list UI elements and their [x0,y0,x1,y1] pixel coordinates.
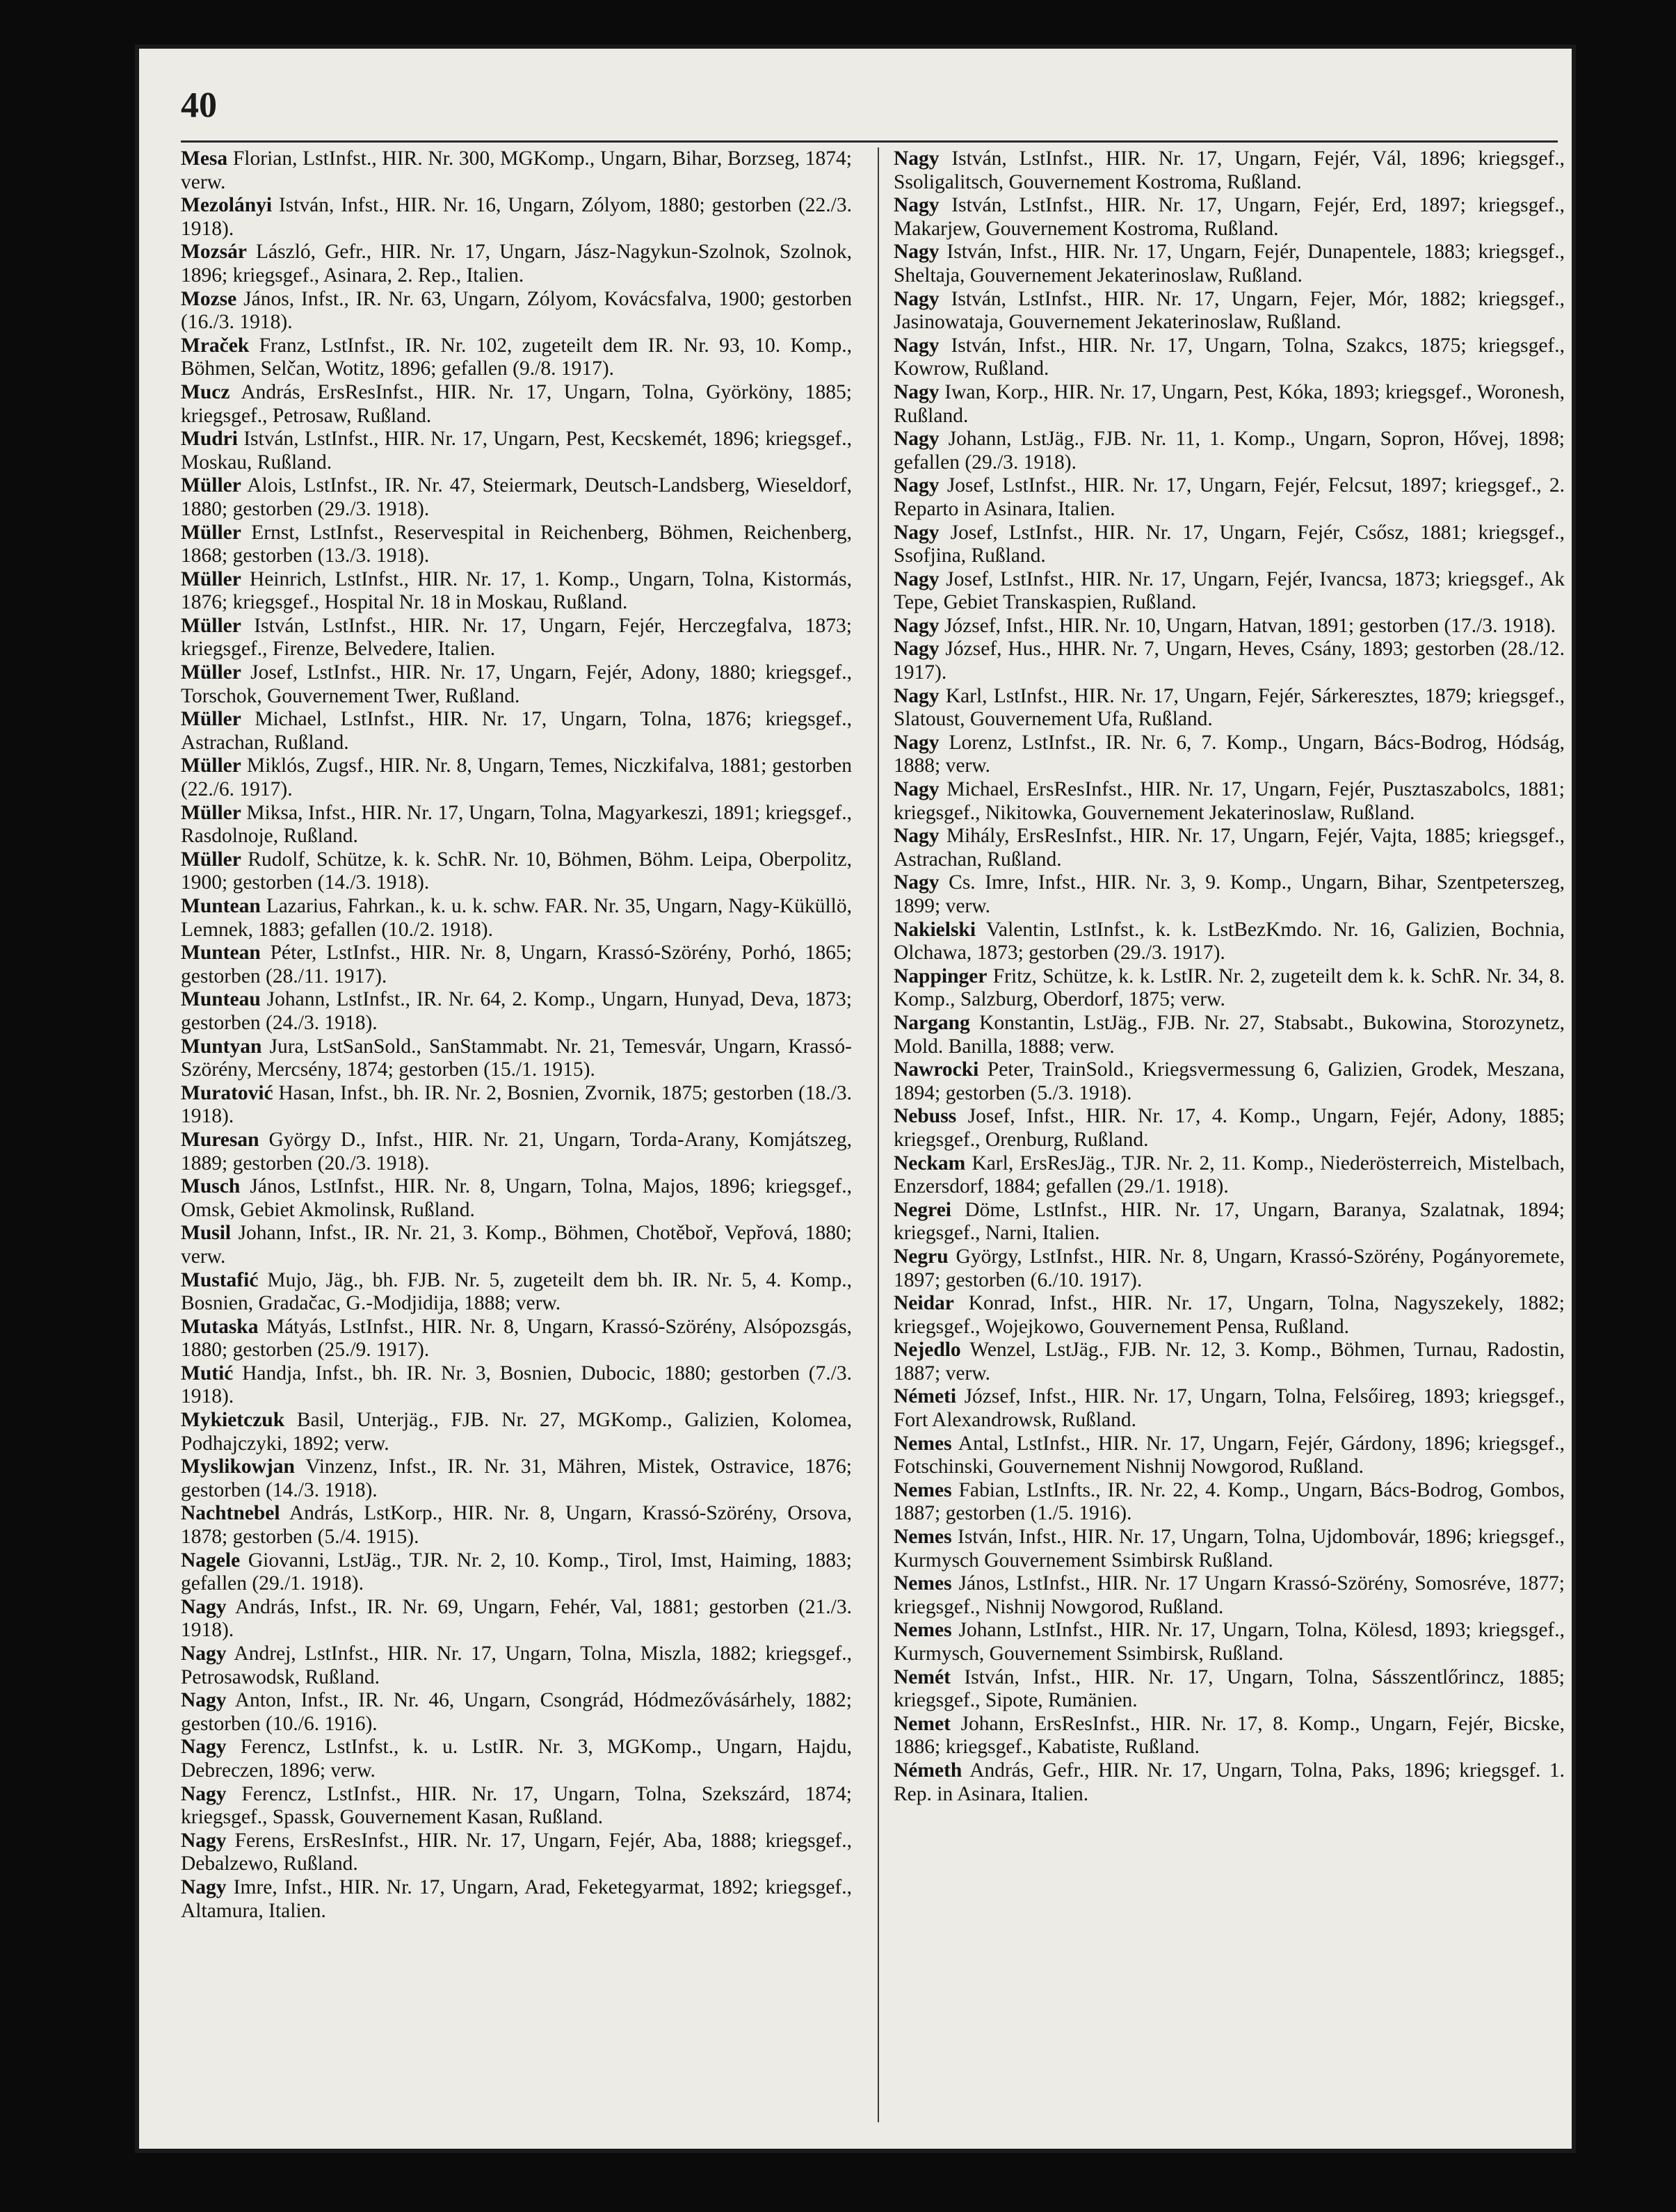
entry-surname: Nagele [181,1549,241,1572]
entry-details: Miksa, Infst., HIR. Nr. 17, Ungarn, Tolna, Magyarkeszi, 1891; kriegsgef., Rasdolnoje, Rußland. [181,801,852,848]
entry-details: Ferencz, LstInfst., k. u. LstIR. Nr. 3, MGKomp., Ungarn, Hajdu, Debreczen, 1896; verw. [181,1736,852,1782]
entry-surname: Nagy [894,521,940,544]
list-entry [894,1058,1565,1105]
entry-surname: Nagy [894,194,940,217]
entry-details: Fabian, LstInfts., IR. Nr. 22, 4. Komp., Ungarn, Bács-Bodrog, Gombos, 1887; gestorben (1./5. 1916). [894,1478,1565,1525]
entry-surname: Nagy [894,147,940,170]
entry-details: István, LstInfst., HIR. Nr. 17, Ungarn, Fejér, Vál, 1896; kriegsgef., Ssoligalitsch, Gouvernement Kostroma, Rußland. [894,147,1565,193]
list-entry [181,147,852,194]
list-entry [894,381,1565,428]
entry-details: Vinzenz, Infst., IR. Nr. 31, Mähren, Mistek, Ostravice, 1876; gestorben (14./3. 1918). [181,1455,852,1501]
entry-surname: Musch [181,1175,241,1198]
left-column [181,147,852,1923]
entry-surname: Nagy [894,778,940,801]
list-entry [894,732,1565,778]
entry-surname: Nakielski [894,918,976,941]
entry-details: István, Infst., HIR. Nr. 17, Ungarn, Tolna, Ujdombovár, 1896; kriegsgef., Kurmysch Gouvernement Ssimbirsk Rußland. [894,1526,1565,1572]
entry-surname: Nagy [894,684,940,707]
entry-surname: Nagy [181,1595,227,1618]
entry-surname: Nemes [894,1432,952,1455]
list-entry [894,615,1565,638]
entry-details: Ernst, LstInfst., Reservespital in Reichenberg, Böhmen, Reichenberg, 1868; gestorben (13./3. 1918). [181,521,852,567]
entry-surname: Müller [181,801,241,824]
entry-details: Mátyás, LstInfst., HIR. Nr. 8, Ungarn, Krassó-Szörény, Alsópozsgás, 1880; gestorben (25./9. 1917). [181,1315,852,1362]
list-entry [181,1689,852,1736]
entry-details: Josef, LstInfst., HIR. Nr. 17, Ungarn, Fejér, Ivancsa, 1873; kriegsgef., Ak Tepe, Gebiet Transkaspien, Rußland. [894,567,1565,614]
entry-details: József, Hus., HHR. Nr. 7, Ungarn, Heves, Csány, 1893; gestorben (28./12. 1917). [894,638,1565,684]
list-entry [181,1129,852,1175]
list-entry [181,194,852,241]
entry-details: László, Gefr., HIR. Nr. 17, Ungarn, Jász-Nagykun-Szolnok, Szolnok, 1896; kriegsgef., Asinara, 2. Rep., Italien. [181,241,852,286]
entry-surname: Nagy [894,428,940,451]
list-entry [181,1316,852,1362]
list-entry [894,1666,1565,1713]
entry-details: András, Infst., IR. Nr. 69, Ungarn, Fehér, Val, 1881; gestorben (21./3. 1918). [181,1595,852,1642]
entry-surname: Nagy [894,567,940,590]
entry-details: András, ErsResInfst., HIR. Nr. 17, Ungarn, Tolna, Györköny, 1885; kriegsgef., Petrosaw, Rußland. [181,380,852,427]
list-entry [181,895,852,942]
entry-surname: Mraček [181,334,250,357]
entry-details: Michael, ErsResInfst., HIR. Nr. 17, Ungarn, Fejér, Pusztaszabolcs, 1881; kriegsgef., Nikitowka, Gouvernement Jekaterinoslaw, Rußland. [894,778,1565,824]
entry-surname: Nachtnebel [181,1502,280,1525]
entry-details: István, LstInfst., HIR. Nr. 17, Ungarn, Pest, Kecskemét, 1896; kriegsgef., Moskau, Rußland. [181,428,852,474]
entry-surname: Nemes [894,1526,952,1549]
list-entry [181,568,852,615]
entry-surname: Muntean [181,942,261,964]
entry-surname: Nejedlo [894,1339,961,1362]
entry-details: Basil, Unterjäg., FJB. Nr. 27, MGKomp., Galizien, Kolomea, Podhajczyki, 1892; verw. [181,1409,852,1455]
entry-details: János, LstInfst., HIR. Nr. 8, Ungarn, Tolna, Majos, 1896; kriegsgef., Omsk, Gebiet Akmolinsk, Rußland. [181,1175,852,1221]
entry-details: István, Infst., HIR. Nr. 17, Ungarn, Tolna, Sásszentlőrincz, 1885; kriegsgef., Sipote, Rumänien. [894,1665,1565,1712]
entry-details: István, LstInfst., HIR. Nr. 17, Ungarn, Fejér, Herczegfalva, 1873; kriegsgef., Firenze, Belvedere, Italien. [181,614,852,661]
list-entry [181,1502,852,1549]
entry-surname: Mozsár [181,241,248,264]
entry-details: Johann, Infst., IR. Nr. 21, 3. Komp., Böhmen, Chotěboř, Vepřová, 1880; verw. [181,1222,852,1268]
entry-details: Josef, LstInfst., HIR. Nr. 17, Ungarn, Fejér, Felcsut, 1897; kriegsgef., 2. Reparto in Asinara, Italien. [894,474,1565,520]
list-entry [894,147,1565,194]
entry-surname: Mykietczuk [181,1409,285,1432]
column-divider [878,147,879,2122]
list-entry [181,1175,852,1222]
entry-details: János, Infst., IR. Nr. 63, Ungarn, Zólyom, Kovácsfalva, 1900; gestorben (16./3. 1918). [181,287,852,334]
entry-details: Péter, LstInfst., HIR. Nr. 8, Ungarn, Krassó-Szörény, Porhó, 1865; gestorben (28./11. 1917). [181,942,852,987]
entry-surname: Mozse [181,287,237,310]
entry-details: Johann, LstInfst., IR. Nr. 64, 2. Komp., Ungarn, Hunyad, Deva, 1873; gestorben (24./3. 1918). [181,988,852,1034]
entry-surname: Muntyan [181,1035,262,1058]
entry-surname: Nagy [894,380,940,403]
list-entry [181,848,852,895]
list-entry [894,1619,1565,1665]
entry-surname: Müller [181,661,241,684]
list-entry [894,474,1565,521]
entry-details: Anton, Infst., IR. Nr. 46, Ungarn, Csongrád, Hódmezővásárhely, 1882; gestorben (10./6. 1916). [181,1689,852,1735]
entry-surname: Musil [181,1222,232,1245]
entry-details: István, LstInfst., HIR. Nr. 17, Ungarn, Fejér, Erd, 1897; kriegsgef., Makarjew, Gouvernement Kostroma, Rußland. [894,194,1565,240]
entry-details: Konrad, Infst., HIR. Nr. 17, Ungarn, Tolna, Nagyszekely, 1882; kriegsgef., Wojejkowo, Gouvernement Pensa, Rußland. [894,1292,1565,1338]
entry-details: Michael, LstInfst., HIR. Nr. 17, Ungarn, Tolna, 1876; kriegsgef., Astrachan, Rußland. [181,708,852,754]
entry-surname: Müller [181,474,241,497]
entry-details: Karl, LstInfst., HIR. Nr. 17, Ungarn, Fejér, Sárkeresztes, 1879; kriegsgef., Slatoust, Gouvernement Ufa, Rußland. [894,684,1565,731]
list-entry [181,661,852,708]
entry-details: Karl, ErsResJäg., TJR. Nr. 2, 11. Komp., Niederösterreich, Mistelbach, Enzersdorf, 1884; gefallen (29./1. 1918). [894,1152,1565,1198]
list-entry [894,1339,1565,1385]
entry-details: András, LstKorp., HIR. Nr. 8, Ungarn, Krassó-Szörény, Orsova, 1878; gestorben (5./4. 1915). [181,1502,852,1549]
right-column [894,147,1565,1806]
list-entry [894,825,1565,871]
entry-details: Giovanni, LstJäg., TJR. Nr. 2, 10. Komp., Tirol, Imst, Haiming, 1883; gefallen (29./1. 1918). [181,1549,852,1595]
list-entry [181,1596,852,1642]
entry-details: Imre, Infst., HIR. Nr. 17, Ungarn, Arad, Feketegyarmat, 1892; kriegsgef., Altamura, Italien. [181,1875,852,1922]
list-entry [894,1526,1565,1572]
list-entry [181,241,852,287]
entry-details: Cs. Imre, Infst., HIR. Nr. 3, 9. Komp., Ungarn, Bihar, Szentpeterszeg, 1899; verw. [894,871,1565,917]
entry-surname: Nagy [894,474,940,497]
list-entry [894,1105,1565,1152]
list-entry [181,428,852,474]
entry-details: Hasan, Infst., bh. IR. Nr. 2, Bosnien, Zvornik, 1875; gestorben (18./3. 1918). [181,1081,852,1128]
entry-details: Heinrich, LstInfst., HIR. Nr. 17, 1. Komp., Ungarn, Tolna, Kistormás, 1876; kriegsgef., Hospital Nr. 18 in Moskau, Rußland. [181,567,852,614]
entry-surname: Muresan [181,1128,259,1151]
entry-details: Mihály, ErsResInfst., HIR. Nr. 17, Ungarn, Fejér, Vajta, 1885; kriegsgef., Astrachan, Rußland. [894,825,1565,871]
entry-details: István, Infst., HIR. Nr. 17, Ungarn, Fejér, Dunapentele, 1883; kriegsgef., Sheltaja, Gouvernement Jekaterinoslaw, Rußland. [894,241,1565,286]
entry-surname: Németi [894,1385,957,1408]
list-entry [894,1152,1565,1199]
list-entry [181,1876,852,1923]
list-entry [894,1713,1565,1759]
entry-surname: Nagy [894,287,940,310]
entry-details: János, LstInfst., HIR. Nr. 17 Ungarn Krassó-Szörény, Somosréve, 1877; kriegsgef., Nishnij Nowgorod, Rußland. [894,1572,1565,1618]
entry-details: Jura, LstSanSold., SanStammabt. Nr. 21, Temesvár, Ungarn, Krassó-Szörény, Mercsény, 1874; gestorben (15./1. 1915). [181,1035,852,1081]
entry-details: Alois, LstInfst., IR. Nr. 47, Steiermark, Deutsch-Landsberg, Wieseldorf, 1880; gestorben (29./3. 1918). [181,474,852,520]
entry-details: Ferens, ErsResInfst., HIR. Nr. 17, Ungarn, Fejér, Aba, 1888; kriegsgef., Debalzewo, Rußland. [181,1829,852,1875]
entry-details: Konstantin, LstJäg., FJB. Nr. 27, Stabsabt., Bukowina, Storozynetz, Mold. Banilla, 1888; verw. [894,1011,1565,1058]
entry-surname: Nagy [181,1782,227,1805]
entry-details: József, Infst., HIR. Nr. 17, Ungarn, Tolna, Felsőireg, 1893; kriegsgef., Fort Alexandrowsk, Rußland. [894,1385,1565,1432]
entry-surname: Neckam [894,1152,966,1174]
list-entry [181,1082,852,1129]
entry-surname: Mucz [181,380,230,403]
entry-surname: Müller [181,848,241,871]
entry-surname: Negru [894,1245,949,1268]
entry-surname: Muntean [181,895,261,917]
entry-details: György D., Infst., HIR. Nr. 21, Ungarn, Torda-Arany, Komjátszeg, 1889; gestorben (20./3. 1918). [181,1128,852,1174]
entry-surname: Müller [181,567,241,590]
entry-details: József, Infst., HIR. Nr. 10, Ungarn, Hatvan, 1891; gestorben (17./3. 1918). [939,614,1556,637]
entry-surname: Mutaska [181,1315,259,1338]
list-entry [181,474,852,521]
list-entry [181,1362,852,1409]
entry-details: Wenzel, LstJäg., FJB. Nr. 12, 3. Komp., Böhmen, Turnau, Radostin, 1887; verw. [894,1339,1565,1384]
list-entry [894,965,1565,1012]
entry-details: Josef, Infst., HIR. Nr. 17, 4. Komp., Ungarn, Fejér, Adony, 1885; kriegsgef., Orenburg, Rußland. [894,1105,1565,1151]
list-entry [894,428,1565,474]
entry-details: Florian, LstInfst., HIR. Nr. 300, MGKomp., Ungarn, Bihar, Borzseg, 1874; verw. [181,147,852,193]
list-entry [181,1783,852,1830]
entry-surname: Nagy [894,334,940,357]
list-entry [894,522,1565,568]
entry-surname: Nemet [894,1712,951,1735]
book-page [139,49,1572,2149]
list-entry [894,194,1565,241]
entry-details: Rudolf, Schütze, k. k. SchR. Nr. 10, Böhmen, Böhm. Leipa, Oberpolitz, 1900; gestorben (14./3. 1918). [181,848,852,894]
entry-surname: Nagy [181,1829,227,1852]
entry-surname: Neidar [894,1292,954,1315]
list-entry [894,685,1565,732]
entry-surname: Nargang [894,1011,970,1034]
entry-surname: Muratović [181,1081,273,1104]
list-entry [894,871,1565,918]
entry-surname: Müller [181,754,241,777]
entry-details: Mujo, Jäg., bh. FJB. Nr. 5, zugeteilt dem bh. IR. Nr. 5, 4. Komp., Bosnien, Gradačac, G.-Modjidija, 1888; verw. [181,1268,852,1315]
entry-details: Ferencz, LstInfst., HIR. Nr. 17, Ungarn, Tolna, Szekszárd, 1874; kriegsgef., Spassk, Gouvernement Kasan, Rußland. [181,1782,852,1829]
list-entry [894,568,1565,615]
list-entry [181,1269,852,1316]
entry-surname: Nagy [894,731,940,754]
entry-surname: Munteau [181,988,261,1011]
entry-surname: Nawrocki [894,1058,979,1081]
list-entry [894,334,1565,381]
list-entry [181,1736,852,1782]
list-entry [181,802,852,848]
list-entry [181,381,852,428]
entry-details: Johann, LstJäg., FJB. Nr. 11, 1. Komp., Ungarn, Sopron, Hővej, 1898; gefallen (29./3. 1918). [894,428,1565,474]
list-entry [894,1479,1565,1526]
list-entry [181,1642,852,1689]
list-entry [181,988,852,1035]
entry-surname: Nagy [181,1736,227,1759]
list-entry [894,1759,1565,1806]
list-entry [181,1035,852,1082]
entry-details: Andrej, LstInfst., HIR. Nr. 17, Ungarn, Tolna, Miszla, 1882; kriegsgef., Petrosawodsk, Rußland. [181,1642,852,1688]
entry-surname: Negrei [894,1198,951,1221]
entry-details: György, LstInfst., HIR. Nr. 8, Ungarn, Krassó-Szörény, Pogányoremete, 1897; gestorben (6./10. 1917). [894,1245,1565,1291]
list-entry [894,241,1565,287]
entry-details: Iwan, Korp., HIR. Nr. 17, Ungarn, Pest, Kóka, 1893; kriegsgef., Woronesh, Rußland. [894,380,1565,427]
page-number: 40 [181,86,217,125]
entry-surname: Nagy [894,241,940,264]
entry-details: István, Infst., HIR. Nr. 16, Ungarn, Zólyom, 1880; gestorben (22./3. 1918). [181,194,852,240]
entry-details: Handja, Infst., bh. IR. Nr. 3, Bosnien, Dubocic, 1880; gestorben (7./3. 1918). [181,1362,852,1408]
list-entry [181,334,852,381]
entry-surname: Németh [894,1759,962,1782]
entry-surname: Nagy [894,871,940,894]
entry-details: Lorenz, LstInfst., IR. Nr. 6, 7. Komp., Ungarn, Bács-Bodrog, Hódság, 1888; verw. [894,731,1565,777]
list-entry [181,1409,852,1455]
entry-surname: Nemét [894,1665,951,1688]
list-entry [181,1549,852,1596]
list-entry [181,288,852,334]
entry-surname: Mustafić [181,1268,259,1291]
entry-surname: Müller [181,708,241,731]
list-entry [181,1455,852,1502]
list-entry [894,1199,1565,1245]
entry-details: Lazarius, Fahrkan., k. u. k. schw. FAR. Nr. 35, Ungarn, Nagy-Küküllö, Lemnek, 1883; gefallen (10./2. 1918). [181,895,852,941]
entry-surname: Nagy [181,1689,227,1712]
entry-surname: Nagy [181,1875,227,1898]
list-entry [894,288,1565,334]
entry-surname: Müller [181,521,241,544]
list-entry [894,1012,1565,1058]
entry-surname: Mudri [181,428,238,451]
entry-surname: Nebuss [894,1105,957,1128]
list-entry [894,1572,1565,1619]
entry-surname: Nagy [894,638,940,661]
entry-details: Döme, LstInfst., HIR. Nr. 17, Ungarn, Baranya, Szalatnak, 1894; kriegsgef., Narni, Italien. [894,1198,1565,1245]
entry-details: Johann, LstInfst., HIR. Nr. 17, Ungarn, Tolna, Kölesd, 1893; kriegsgef., Kurmysch, Gouvernement Ssimbirsk, Rußland. [894,1619,1565,1665]
list-entry [181,754,852,801]
list-entry [181,1222,852,1268]
entry-details: Fritz, Schütze, k. k. LstIR. Nr. 2, zugeteilt dem k. k. SchR. Nr. 34, 8. Komp., Salzburg, Oberdorf, 1875; verw. [894,964,1565,1011]
entry-surname: Nagy [181,1642,227,1665]
entry-details: András, Gefr., HIR. Nr. 17, Ungarn, Tolna, Paks, 1896; kriegsgef. 1. Rep. in Asinara, Italien. [894,1759,1565,1805]
list-entry [894,1292,1565,1339]
list-entry [894,638,1565,684]
list-entry [894,1245,1565,1292]
entry-surname: Nemes [894,1572,952,1595]
list-entry [181,942,852,988]
list-entry [181,708,852,754]
entry-surname: Mutić [181,1362,234,1384]
list-entry [894,778,1565,825]
entry-details: Johann, ErsResInfst., HIR. Nr. 17, 8. Komp., Ungarn, Fejér, Bicske, 1886; kriegsgef., Kabatiste, Rußland. [894,1712,1565,1759]
entry-details: Antal, LstInfst., HIR. Nr. 17, Ungarn, Fejér, Gárdony, 1896; kriegsgef., Fotschinski, Gouvernement Nishnij Nowgorod, Rußland. [894,1432,1565,1478]
header-rule [181,140,1558,143]
list-entry [894,1385,1565,1432]
entry-surname: Nagy [894,825,940,848]
entry-details: Josef, LstInfst., HIR. Nr. 17, Ungarn, Fejér, Csősz, 1881; kriegsgef., Ssofjina, Rußland. [894,521,1565,567]
entry-surname: Müller [181,614,241,637]
list-entry [894,1432,1565,1479]
entry-surname: Nagy [894,614,940,637]
entry-surname: Mezolányi [181,194,273,217]
entry-details: Franz, LstInfst., IR. Nr. 102, zugeteilt dem IR. Nr. 93, 10. Komp., Böhmen, Selčan, Wotitz, 1896; gefallen (9./8. 1917). [181,334,852,380]
entry-details: Peter, TrainSold., Kriegsvermessung 6, Galizien, Grodek, Meszana, 1894; gestorben (5./3. 1918). [894,1058,1565,1104]
entry-surname: Nappinger [894,964,988,987]
list-entry [181,1830,852,1876]
entry-surname: Nemes [894,1619,952,1642]
list-entry [181,522,852,568]
list-entry [894,919,1565,965]
entry-details: István, LstInfst., HIR. Nr. 17, Ungarn, Fejer, Mór, 1882; kriegsgef., Jasinowataja, Gouvernement Jekaterinoslaw, Rußland. [894,287,1565,334]
entry-details: Miklós, Zugsf., HIR. Nr. 8, Ungarn, Temes, Niczkifalva, 1881; gestorben (22./6. 1917). [181,754,852,801]
entry-details: Josef, LstInfst., HIR. Nr. 17, Ungarn, Fejér, Adony, 1880; kriegsgef., Torschok, Gouvernement Twer, Rußland. [181,661,852,707]
entry-surname: Myslikowjan [181,1455,295,1478]
entry-surname: Mesa [181,147,228,170]
entry-details: Valentin, LstInfst., k. k. LstBezKmdo. Nr. 16, Galizien, Bochnia, Olchawa, 1873; gestorben (29./3. 1917). [894,918,1565,964]
list-entry [181,615,852,661]
entry-surname: Nemes [894,1478,952,1501]
entry-details: István, Infst., HIR. Nr. 17, Ungarn, Tolna, Szakcs, 1875; kriegsgef., Kowrow, Rußland. [894,334,1565,380]
